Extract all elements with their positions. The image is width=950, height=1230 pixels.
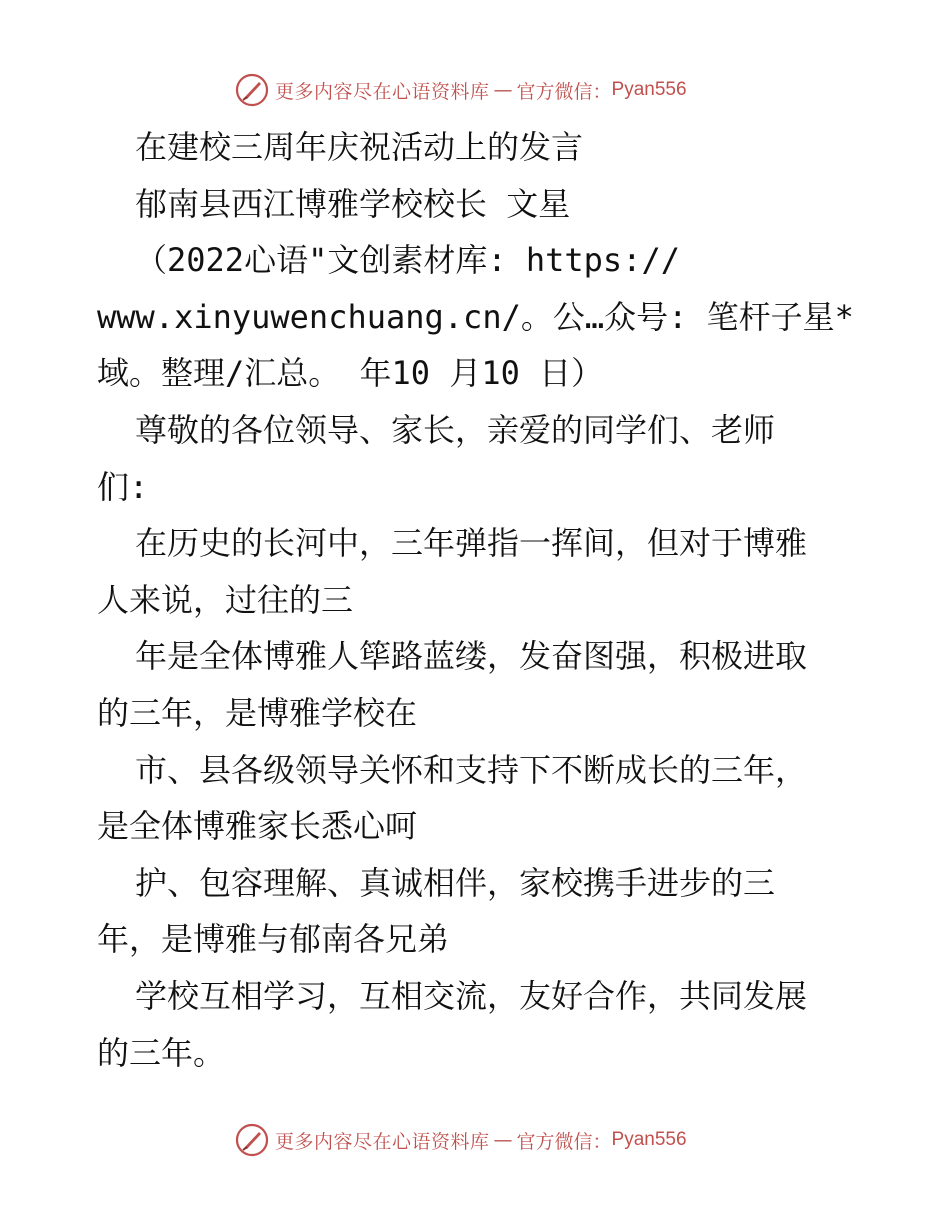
feather-seal-logo-icon (235, 1123, 269, 1157)
header-banner-label: 官方微信： (516, 80, 612, 103)
document-title: 在建校三周年庆祝活动上的发言 (135, 128, 584, 166)
document-source-line-2: www.xinyuwenchuang.cn/。公…众号: 笔杆子星* (97, 297, 854, 336)
header-banner-wechat-id: Pyan556 (611, 79, 687, 100)
paragraph-line: 市、县各级领导关怀和支持下不断成长的三年， (135, 750, 808, 789)
paragraph-line: 人来说，过往的三 (97, 580, 354, 619)
footer-banner-label: 官方微信： (516, 1130, 612, 1153)
footer-banner-wechat-id: Pyan556 (611, 1129, 687, 1150)
footer-banner (235, 1120, 687, 1160)
paragraph-line: 在历史的长河中，三年弹指一挥间，但对于博雅 (135, 524, 808, 563)
header-banner-text: 更多内容尽在心语资料库 (275, 80, 490, 103)
document-source-line-3: 域。整理/汇总。 年10 月10 日） (97, 354, 604, 393)
paragraph-line: 年是全体博雅人筚路蓝缕，发奋图强，积极进取 (135, 637, 808, 676)
document-author: 郁南县西江博雅学校校长 文星 (135, 184, 571, 223)
feather-seal-logo-icon (235, 73, 269, 107)
paragraph-line: 学校互相学习，互相交流，友好合作，共同发展 (135, 976, 808, 1015)
document-salutation-line-1: 尊敬的各位领导、家长，亲爱的同学们、老师 (135, 410, 776, 449)
paragraph-line: 年，是博雅与郁南各兄弟 (97, 920, 450, 959)
paragraph-line: 的三年。 (97, 1033, 226, 1072)
paragraph-line: 护、包容理解、真诚相伴，家校携手进步的三 (135, 863, 776, 902)
footer-banner-text: 更多内容尽在心语资料库 (275, 1130, 490, 1153)
header-banner-dash: — (493, 79, 513, 101)
header-banner (235, 70, 687, 110)
document-salutation-line-2: 们: (97, 467, 149, 506)
document-body (97, 119, 857, 1081)
paragraph-line: 是全体博雅家长悉心呵 (97, 807, 418, 846)
document-source-line-1: （2022心语"文创素材库: https:// (135, 241, 680, 280)
paragraph-line: 的三年，是博雅学校在 (97, 693, 418, 732)
footer-banner-dash: — (493, 1129, 513, 1151)
